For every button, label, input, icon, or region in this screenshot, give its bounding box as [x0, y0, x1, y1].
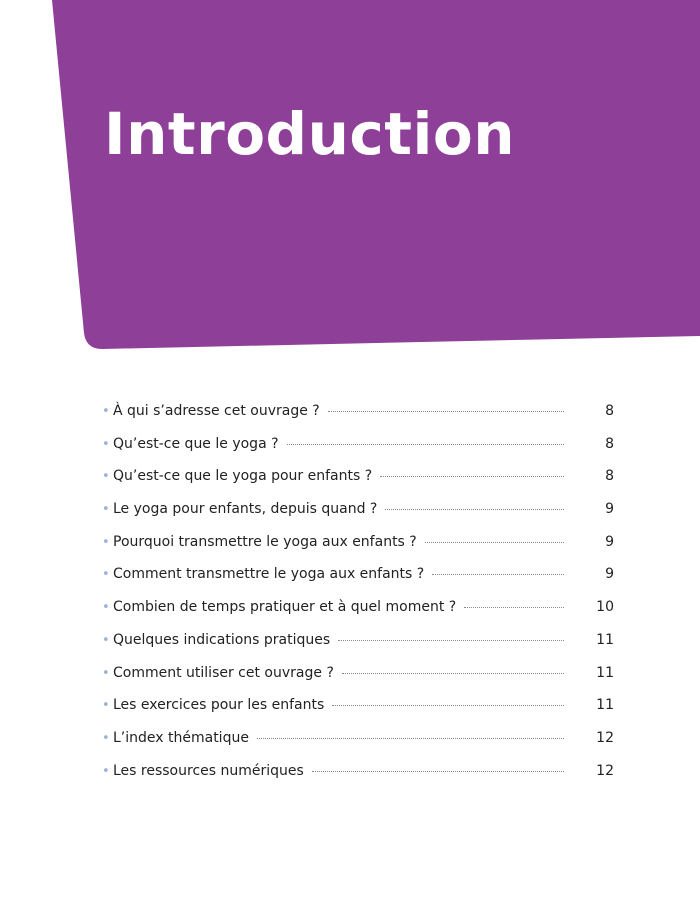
toc-entry-label: Pourquoi transmettre le yoga aux enfants ? — [113, 533, 417, 550]
toc-entry[interactable] — [102, 665, 614, 698]
banner-shape — [0, 0, 700, 360]
dot-leader — [328, 411, 564, 412]
page-title: Introduction — [104, 100, 515, 168]
bullet-icon: • — [102, 730, 110, 746]
toc-entry[interactable] — [102, 436, 614, 469]
toc-entry-page: 12 — [596, 762, 614, 779]
bullet-icon: • — [102, 567, 110, 583]
toc-entry-label: Qu’est-ce que le yoga ? — [113, 435, 279, 452]
toc-entry[interactable] — [102, 403, 614, 436]
dot-leader — [332, 705, 564, 706]
bullet-icon: • — [102, 404, 110, 419]
bullet-icon: • — [102, 534, 110, 550]
toc-entry[interactable] — [102, 730, 614, 763]
table-of-contents — [102, 403, 614, 795]
bullet-icon: • — [102, 763, 110, 779]
toc-entry-label: L’index thématique — [113, 729, 249, 746]
header-banner — [0, 0, 700, 360]
toc-entry[interactable] — [102, 501, 614, 534]
toc-entry-label: Comment utiliser cet ouvrage ? — [113, 664, 334, 681]
dot-leader — [432, 574, 564, 575]
dot-leader — [380, 476, 564, 477]
toc-entry-page: 12 — [596, 729, 614, 746]
toc-entry-page: 10 — [596, 599, 614, 616]
dot-leader — [257, 738, 564, 739]
dot-leader — [338, 640, 564, 641]
toc-entry-page: 11 — [596, 631, 614, 648]
dot-leader — [342, 673, 564, 674]
toc-entry-label: Quelques indications pratiques — [113, 631, 331, 648]
toc-entry-page: 8 — [605, 468, 614, 485]
bullet-icon: • — [102, 436, 110, 452]
toc-entry-label: Le yoga pour enfants, depuis quand ? — [113, 501, 378, 518]
toc-entry[interactable] — [102, 763, 614, 796]
dot-leader — [425, 542, 564, 543]
bullet-icon: • — [102, 502, 110, 518]
dot-leader — [464, 607, 564, 608]
toc-entry-page: 9 — [605, 533, 614, 550]
bullet-icon: • — [102, 632, 110, 648]
toc-entry-page: 11 — [596, 664, 614, 681]
toc-entry-label: Les exercices pour les enfants — [113, 697, 325, 714]
toc-entry-page: 9 — [605, 566, 614, 583]
toc-entry-page: 9 — [605, 501, 614, 518]
toc-entry-label: Comment transmettre le yoga aux enfants ? — [113, 566, 425, 583]
toc-entry-label: À qui s’adresse cet ouvrage ? — [113, 403, 320, 419]
toc-entry[interactable] — [102, 534, 614, 567]
toc-entry[interactable] — [102, 468, 614, 501]
dot-leader — [385, 509, 564, 510]
toc-entry-page: 11 — [596, 697, 614, 714]
toc-entry-label: Combien de temps pratiquer et à quel moment ? — [113, 599, 457, 616]
bullet-icon: • — [102, 600, 110, 616]
dot-leader — [287, 444, 564, 445]
bullet-icon: • — [102, 665, 110, 681]
toc-entry-label: Qu’est-ce que le yoga pour enfants ? — [113, 468, 373, 485]
toc-entry[interactable] — [102, 566, 614, 599]
toc-entry-page: 8 — [605, 403, 614, 419]
bullet-icon: • — [102, 469, 110, 485]
toc-entry-label: Les ressources numériques — [113, 762, 304, 779]
toc-entry[interactable] — [102, 632, 614, 665]
bullet-icon: • — [102, 698, 110, 714]
toc-entry[interactable] — [102, 697, 614, 730]
dot-leader — [312, 771, 564, 772]
toc-entry-page: 8 — [605, 435, 614, 452]
toc-entry[interactable] — [102, 599, 614, 632]
